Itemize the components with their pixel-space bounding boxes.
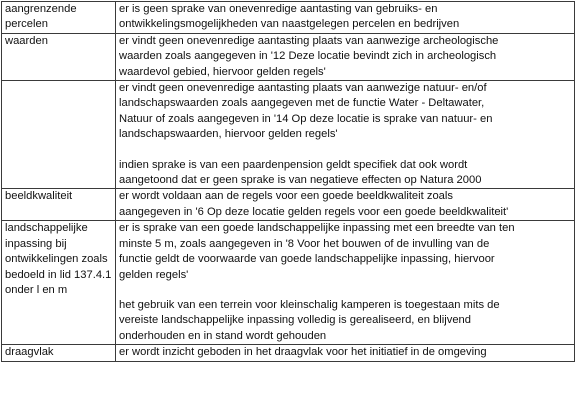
row-label: draagvlak bbox=[5, 346, 54, 359]
row-text-cell bbox=[116, 221, 575, 345]
paragraph-spacer bbox=[119, 143, 571, 158]
table-row bbox=[2, 81, 575, 189]
table-row bbox=[2, 221, 575, 345]
row-label-cell bbox=[2, 221, 116, 345]
requirements-table bbox=[1, 1, 575, 362]
row-text-cell bbox=[116, 33, 575, 80]
row-text: er vindt geen onevenredige aantasting plaats van aanwezige archeologische waarden zoals aangegeven in '12 Deze locatie bevindt zich in archeologisch waardevol gebied, hiervoor gelden regels' bbox=[119, 34, 499, 78]
row-text: het gebruik van een terrein voor kleinschalig kamperen is toegestaan mits de vereiste landschappelijke inpassing volledig is gerealiseerd, en blijvend onderhouden en in stand wordt gehouden bbox=[119, 298, 500, 342]
paragraph-spacer bbox=[119, 283, 571, 298]
row-label: beeldkwaliteit bbox=[5, 190, 73, 203]
table-row bbox=[2, 345, 575, 361]
row-label: waarden bbox=[5, 34, 48, 47]
row-label-cell bbox=[2, 33, 116, 80]
row-text-cell bbox=[116, 189, 575, 221]
row-text: er vindt geen onevenredige aantasting plaats van aanwezige natuur- en/of landschapswaarden zoals aangegeven met de functie Water - Deltawater, Natuur of zoals aangegeven in '14 Op deze locatie is sprake van natuur- en landschapswaarden, hiervoor gelden regels' bbox=[119, 82, 493, 141]
table-row bbox=[2, 33, 575, 80]
row-text-cell bbox=[116, 2, 575, 34]
table-row bbox=[2, 189, 575, 221]
row-text-cell bbox=[116, 81, 575, 189]
table-row bbox=[2, 2, 575, 34]
row-label-cell bbox=[2, 345, 116, 361]
row-label: landschappelijke inpassing bij ontwikkelingen zoals bedoeld in lid 137.4.1 onder l en m bbox=[5, 222, 112, 296]
row-label-cell bbox=[2, 2, 116, 34]
row-text-cell bbox=[116, 345, 575, 361]
row-text: er wordt inzicht geboden in het draagvlak voor het initiatief in de omgeving bbox=[119, 346, 487, 359]
row-text: er is geen sprake van onevenredige aantasting van gebruiks- en ontwikkelingsmogelijkheden van naastgelegen percelen en bedrijven bbox=[119, 3, 460, 31]
row-label-cell bbox=[2, 189, 116, 221]
row-text: er wordt voldaan aan de regels voor een goede beeldkwaliteit zoals aangegeven in '6 Op deze locatie gelden regels voor een goede beeldkwaliteit' bbox=[119, 190, 509, 218]
row-label: aangrenzende percelen bbox=[5, 3, 77, 31]
row-text: indien sprake is van een paardenpension geldt specifiek dat ook wordt aangetoond dat er geen sprake is van negatieve effecten op Natura 2000 bbox=[119, 158, 482, 187]
row-text: er is sprake van een goede landschappelijke inpassing met een breedte van ten minste 5 m, zoals aangegeven in '8 Voor het bouwen of de invulling van de functie geldt de voorwaarde van goede landschappelijke inpassing, hiervoor gelden regels' bbox=[119, 222, 515, 281]
row-label-cell bbox=[2, 81, 116, 189]
